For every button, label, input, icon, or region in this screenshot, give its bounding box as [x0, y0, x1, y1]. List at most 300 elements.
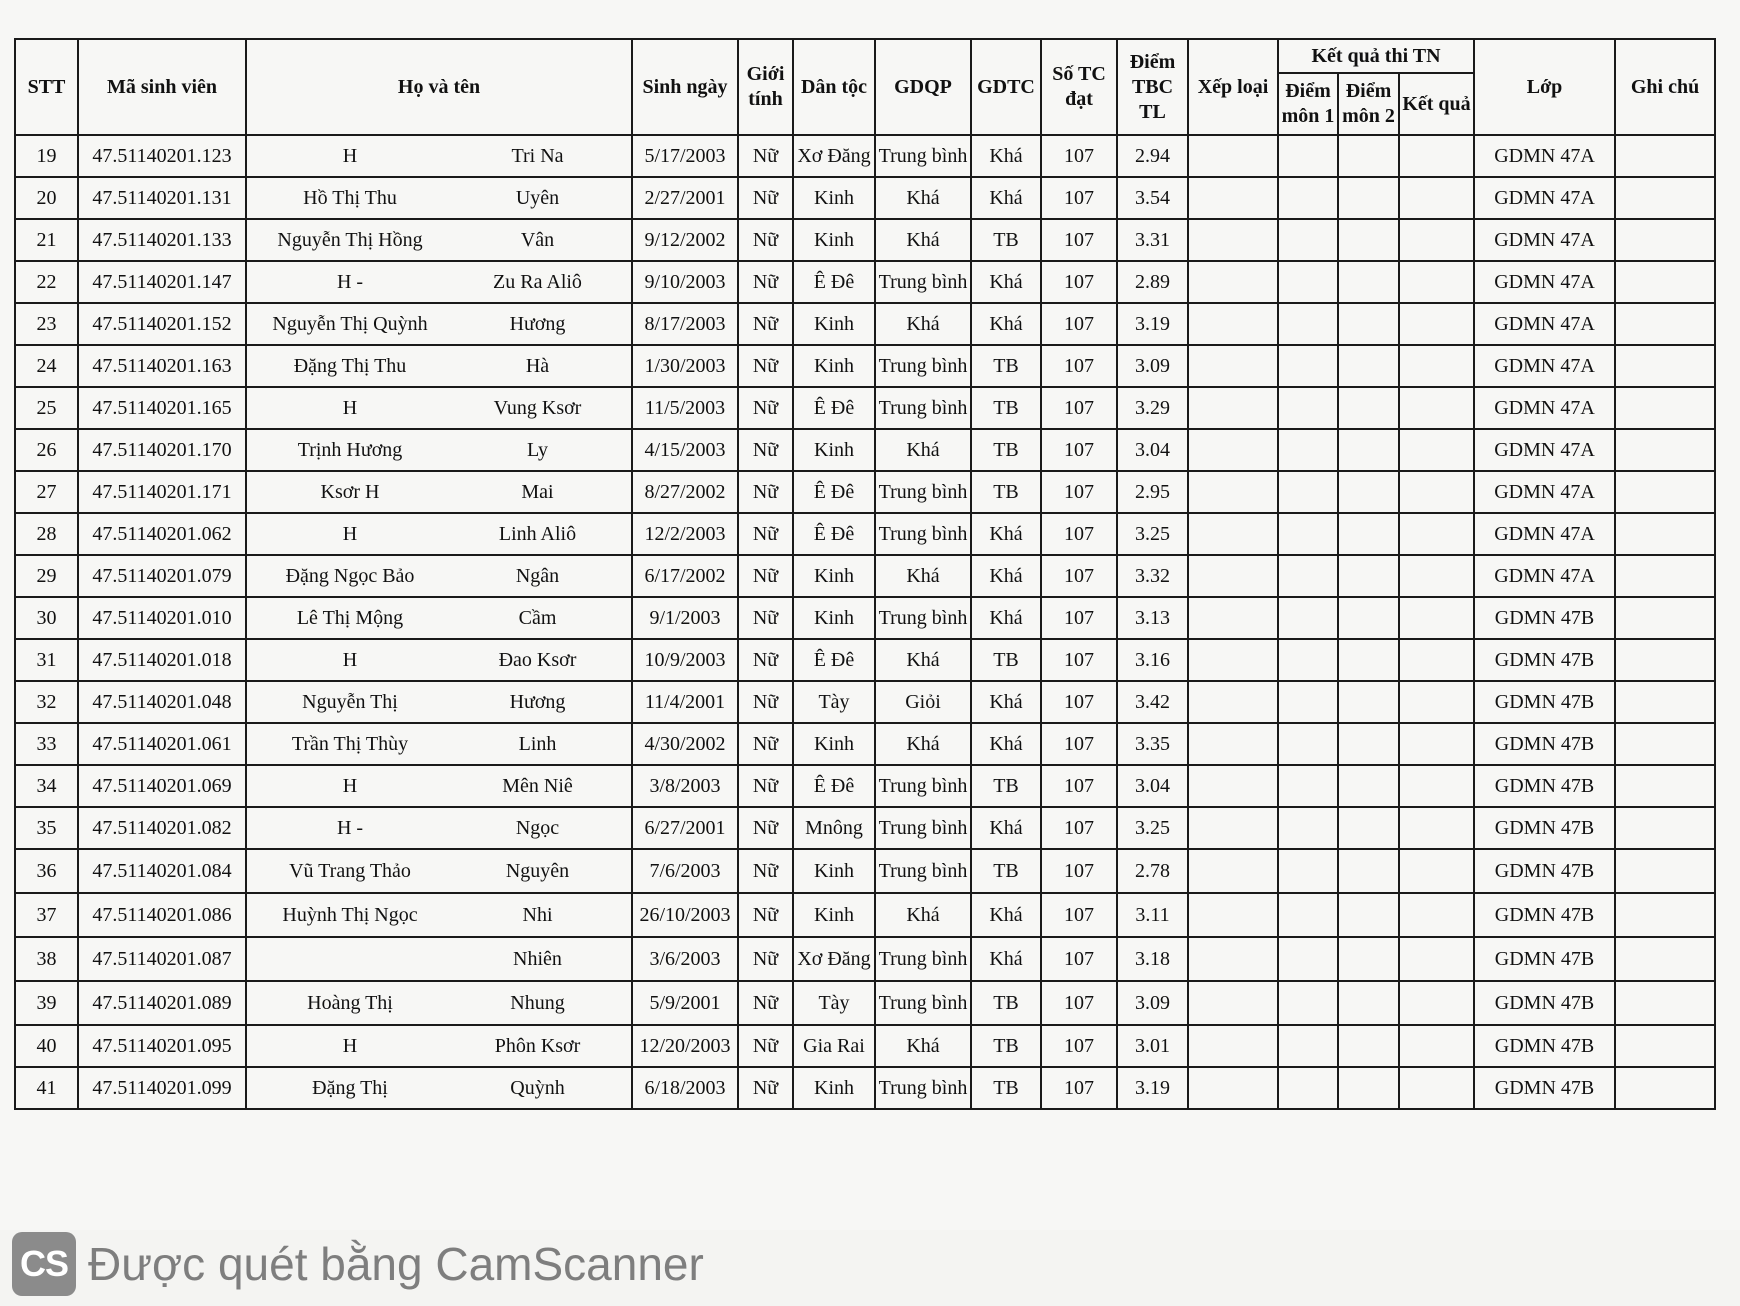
- cell-gdqp: Trung bình: [875, 765, 971, 807]
- table-row: [15, 471, 1715, 513]
- cell-classification: [1188, 429, 1278, 471]
- family-middle-name: H: [342, 396, 358, 419]
- cell-birth-date: 7/6/2003: [632, 849, 738, 893]
- cell-credits: 107: [1041, 937, 1117, 981]
- cell-score-1: [1278, 765, 1338, 807]
- cell-gpa: 3.04: [1117, 429, 1188, 471]
- cell-score-2: [1338, 639, 1399, 681]
- cell-ethnicity: Ê Đê: [793, 471, 875, 513]
- family-middle-name: Ksơr H: [320, 480, 380, 503]
- cell-class: GDMN 47B: [1474, 849, 1615, 893]
- cell-gpa: 3.35: [1117, 723, 1188, 765]
- cell-score-1: [1278, 261, 1338, 303]
- cell-gender: Nữ: [738, 807, 793, 849]
- cell-gdtc: TB: [971, 981, 1041, 1025]
- cell-full-name: [246, 429, 632, 471]
- table-row: [15, 597, 1715, 639]
- cell-gdqp: Trung bình: [875, 387, 971, 429]
- cell-ethnicity: Kinh: [793, 345, 875, 387]
- header-score-1: Điểm môn 1: [1278, 73, 1338, 135]
- cell-student-id: 47.51140201.084: [78, 849, 246, 893]
- header-score-2: Điểm môn 2: [1338, 73, 1399, 135]
- cell-ethnicity: Kinh: [793, 303, 875, 345]
- cell-gpa: 3.11: [1117, 893, 1188, 937]
- cell-student-id: 47.51140201.147: [78, 261, 246, 303]
- cell-full-name: [246, 555, 632, 597]
- cell-classification: [1188, 135, 1278, 177]
- cell-class: GDMN 47B: [1474, 765, 1615, 807]
- cell-ethnicity: Kinh: [793, 555, 875, 597]
- family-middle-name: H: [342, 648, 358, 671]
- cell-birth-date: 8/17/2003: [632, 303, 738, 345]
- cell-stt: 32: [15, 681, 78, 723]
- cell-result: [1399, 261, 1474, 303]
- cell-result: [1399, 555, 1474, 597]
- cell-classification: [1188, 261, 1278, 303]
- cell-result: [1399, 513, 1474, 555]
- cell-notes: [1615, 723, 1715, 765]
- cell-classification: [1188, 807, 1278, 849]
- cell-gdtc: Khá: [971, 177, 1041, 219]
- header-ethnicity: Dân tộc: [793, 39, 875, 135]
- cell-classification: [1188, 471, 1278, 513]
- cell-notes: [1615, 1025, 1715, 1067]
- cell-notes: [1615, 681, 1715, 723]
- cell-ethnicity: Tày: [793, 981, 875, 1025]
- cell-student-id: 47.51140201.062: [78, 513, 246, 555]
- cell-full-name: [246, 219, 632, 261]
- cell-score-1: [1278, 177, 1338, 219]
- cell-score-2: [1338, 1067, 1399, 1109]
- cell-ethnicity: Xơ Đăng: [793, 937, 875, 981]
- cell-full-name: [246, 513, 632, 555]
- cell-score-1: [1278, 429, 1338, 471]
- cell-result: [1399, 387, 1474, 429]
- table-row: [15, 429, 1715, 471]
- cell-class: GDMN 47B: [1474, 1067, 1615, 1109]
- cell-full-name: [246, 937, 632, 981]
- cell-full-name: [246, 639, 632, 681]
- cell-result: [1399, 597, 1474, 639]
- cell-credits: 107: [1041, 135, 1117, 177]
- cell-gdqp: Trung bình: [875, 807, 971, 849]
- cell-ethnicity: Tày: [793, 681, 875, 723]
- cell-notes: [1615, 471, 1715, 513]
- cell-gdtc: Khá: [971, 261, 1041, 303]
- cell-student-id: 47.51140201.069: [78, 765, 246, 807]
- header-gdqp: GDQP: [875, 39, 971, 135]
- cell-full-name: [246, 1025, 632, 1067]
- cell-notes: [1615, 1067, 1715, 1109]
- cell-score-1: [1278, 1067, 1338, 1109]
- cell-gdqp: Khá: [875, 303, 971, 345]
- cell-gpa: 3.13: [1117, 597, 1188, 639]
- cell-score-2: [1338, 555, 1399, 597]
- cell-gdtc: Khá: [971, 807, 1041, 849]
- cell-stt: 28: [15, 513, 78, 555]
- cell-gdqp: Trung bình: [875, 261, 971, 303]
- table-row: [15, 177, 1715, 219]
- cell-class: GDMN 47B: [1474, 937, 1615, 981]
- cell-score-1: [1278, 513, 1338, 555]
- cell-classification: [1188, 513, 1278, 555]
- cell-student-id: 47.51140201.095: [78, 1025, 246, 1067]
- family-middle-name: Lê Thị Mộng: [296, 606, 404, 629]
- cell-score-2: [1338, 135, 1399, 177]
- cell-birth-date: 6/18/2003: [632, 1067, 738, 1109]
- cell-class: GDMN 47B: [1474, 1025, 1615, 1067]
- cell-gender: Nữ: [738, 387, 793, 429]
- cell-gdqp: Khá: [875, 219, 971, 261]
- cell-gender: Nữ: [738, 1067, 793, 1109]
- cell-score-2: [1338, 937, 1399, 981]
- header-credits: Số TC đạt: [1041, 39, 1117, 135]
- cell-gpa: 3.09: [1117, 981, 1188, 1025]
- cell-birth-date: 4/15/2003: [632, 429, 738, 471]
- given-name: Vân: [520, 228, 555, 251]
- camscanner-logo-icon: CS: [12, 1232, 76, 1296]
- cell-gdqp: Khá: [875, 177, 971, 219]
- cell-ethnicity: Kinh: [793, 849, 875, 893]
- cell-credits: 107: [1041, 765, 1117, 807]
- family-middle-name: H: [342, 774, 358, 797]
- cell-gdqp: Trung bình: [875, 849, 971, 893]
- cell-classification: [1188, 681, 1278, 723]
- cell-score-2: [1338, 849, 1399, 893]
- cell-birth-date: 9/1/2003: [632, 597, 738, 639]
- cell-birth-date: 12/2/2003: [632, 513, 738, 555]
- cell-stt: 34: [15, 765, 78, 807]
- cell-ethnicity: Xơ Đăng: [793, 135, 875, 177]
- cell-gdtc: TB: [971, 849, 1041, 893]
- cell-score-2: [1338, 765, 1399, 807]
- family-middle-name: Trịnh Hương: [297, 438, 403, 461]
- cell-score-1: [1278, 893, 1338, 937]
- cell-full-name: [246, 387, 632, 429]
- cell-gpa: 3.04: [1117, 765, 1188, 807]
- cell-gender: Nữ: [738, 849, 793, 893]
- cell-gdqp: Trung bình: [875, 937, 971, 981]
- cell-result: [1399, 471, 1474, 513]
- cell-score-2: [1338, 303, 1399, 345]
- cell-notes: [1615, 937, 1715, 981]
- cell-score-1: [1278, 345, 1338, 387]
- cell-credits: 107: [1041, 639, 1117, 681]
- cell-gpa: 2.95: [1117, 471, 1188, 513]
- cell-student-id: 47.51140201.089: [78, 981, 246, 1025]
- header-gdtc: GDTC: [971, 39, 1041, 135]
- cell-credits: 107: [1041, 387, 1117, 429]
- cell-gdtc: Khá: [971, 555, 1041, 597]
- cell-gdqp: Trung bình: [875, 981, 971, 1025]
- cell-score-1: [1278, 597, 1338, 639]
- cell-classification: [1188, 639, 1278, 681]
- cell-full-name: [246, 981, 632, 1025]
- cell-result: [1399, 177, 1474, 219]
- cell-ethnicity: Kinh: [793, 1067, 875, 1109]
- cell-classification: [1188, 597, 1278, 639]
- table-row: [15, 1067, 1715, 1109]
- cell-gender: Nữ: [738, 303, 793, 345]
- cell-credits: 107: [1041, 681, 1117, 723]
- cell-gender: Nữ: [738, 981, 793, 1025]
- family-middle-name: H: [342, 1034, 358, 1057]
- table-row: [15, 893, 1715, 937]
- cell-class: GDMN 47B: [1474, 723, 1615, 765]
- table-row: [15, 849, 1715, 893]
- given-name: Nhung: [510, 991, 565, 1014]
- cell-classification: [1188, 849, 1278, 893]
- given-name: Mai: [521, 480, 554, 503]
- cell-notes: [1615, 387, 1715, 429]
- cell-classification: [1188, 345, 1278, 387]
- cell-gender: Nữ: [738, 937, 793, 981]
- cell-gender: Nữ: [738, 765, 793, 807]
- cell-stt: 35: [15, 807, 78, 849]
- cell-birth-date: 6/17/2002: [632, 555, 738, 597]
- cell-ethnicity: Ê Đê: [793, 513, 875, 555]
- cell-score-1: [1278, 639, 1338, 681]
- cell-gdqp: Giỏi: [875, 681, 971, 723]
- table-row: [15, 345, 1715, 387]
- cell-gpa: 3.25: [1117, 807, 1188, 849]
- cell-student-id: 47.51140201.079: [78, 555, 246, 597]
- scanner-watermark: [12, 1232, 704, 1296]
- cell-gdtc: TB: [971, 387, 1041, 429]
- cell-credits: 107: [1041, 303, 1117, 345]
- cell-student-id: 47.51140201.082: [78, 807, 246, 849]
- cell-score-1: [1278, 681, 1338, 723]
- cell-score-2: [1338, 429, 1399, 471]
- cell-stt: 24: [15, 345, 78, 387]
- cell-notes: [1615, 303, 1715, 345]
- given-name: Đao Ksơr: [498, 648, 577, 671]
- cell-full-name: [246, 1067, 632, 1109]
- cell-birth-date: 2/27/2001: [632, 177, 738, 219]
- cell-score-2: [1338, 345, 1399, 387]
- cell-class: GDMN 47A: [1474, 429, 1615, 471]
- cell-stt: 37: [15, 893, 78, 937]
- given-name: Uyên: [515, 186, 560, 209]
- cell-classification: [1188, 765, 1278, 807]
- cell-result: [1399, 981, 1474, 1025]
- cell-student-id: 47.51140201.131: [78, 177, 246, 219]
- cell-gdtc: Khá: [971, 303, 1041, 345]
- cell-birth-date: 12/20/2003: [632, 1025, 738, 1067]
- cell-birth-date: 26/10/2003: [632, 893, 738, 937]
- family-middle-name: H -: [336, 270, 364, 293]
- cell-score-2: [1338, 597, 1399, 639]
- cell-result: [1399, 135, 1474, 177]
- given-name: Linh Aliô: [498, 522, 577, 545]
- cell-gpa: 3.54: [1117, 177, 1188, 219]
- table-row: [15, 723, 1715, 765]
- cell-stt: 38: [15, 937, 78, 981]
- cell-ethnicity: Kinh: [793, 219, 875, 261]
- cell-class: GDMN 47A: [1474, 471, 1615, 513]
- cell-credits: 107: [1041, 429, 1117, 471]
- watermark-text: Được quét bằng CamScanner: [88, 1238, 704, 1290]
- header-result: Kết quả: [1399, 73, 1474, 135]
- given-name: Phôn Ksơr: [494, 1034, 581, 1057]
- cell-classification: [1188, 1025, 1278, 1067]
- cell-gdtc: TB: [971, 1025, 1041, 1067]
- given-name: Quỳnh: [510, 1076, 565, 1099]
- cell-gdqp: Trung bình: [875, 345, 971, 387]
- cell-credits: 107: [1041, 345, 1117, 387]
- cell-credits: 107: [1041, 219, 1117, 261]
- cell-full-name: [246, 471, 632, 513]
- cell-result: [1399, 937, 1474, 981]
- cell-gpa: 2.89: [1117, 261, 1188, 303]
- table-row: [15, 387, 1715, 429]
- cell-stt: 23: [15, 303, 78, 345]
- header-classification: Xếp loại: [1188, 39, 1278, 135]
- cell-gpa: 3.31: [1117, 219, 1188, 261]
- cell-birth-date: 10/9/2003: [632, 639, 738, 681]
- cell-student-id: 47.51140201.086: [78, 893, 246, 937]
- table-row: [15, 937, 1715, 981]
- given-name: Hà: [525, 354, 550, 377]
- cell-full-name: [246, 681, 632, 723]
- cell-gdqp: Khá: [875, 723, 971, 765]
- cell-score-2: [1338, 513, 1399, 555]
- student-results-table: [14, 38, 1716, 1110]
- cell-stt: 29: [15, 555, 78, 597]
- header-student-id: Mã sinh viên: [78, 39, 246, 135]
- cell-gender: Nữ: [738, 893, 793, 937]
- cell-gdtc: TB: [971, 219, 1041, 261]
- cell-notes: [1615, 177, 1715, 219]
- cell-student-id: 47.51140201.010: [78, 597, 246, 639]
- given-name: Ly: [526, 438, 549, 461]
- table-row: [15, 135, 1715, 177]
- cell-classification: [1188, 723, 1278, 765]
- cell-gdtc: TB: [971, 1067, 1041, 1109]
- cell-credits: 107: [1041, 555, 1117, 597]
- cell-birth-date: 5/9/2001: [632, 981, 738, 1025]
- cell-classification: [1188, 387, 1278, 429]
- cell-score-1: [1278, 937, 1338, 981]
- cell-student-id: 47.51140201.048: [78, 681, 246, 723]
- cell-gpa: 3.19: [1117, 303, 1188, 345]
- cell-class: GDMN 47A: [1474, 135, 1615, 177]
- cell-birth-date: 9/10/2003: [632, 261, 738, 303]
- cell-gender: Nữ: [738, 345, 793, 387]
- family-middle-name: H: [342, 522, 358, 545]
- cell-notes: [1615, 219, 1715, 261]
- cell-class: GDMN 47B: [1474, 893, 1615, 937]
- cell-gender: Nữ: [738, 555, 793, 597]
- cell-class: GDMN 47B: [1474, 639, 1615, 681]
- cell-credits: 107: [1041, 893, 1117, 937]
- cell-result: [1399, 1067, 1474, 1109]
- cell-ethnicity: Kinh: [793, 893, 875, 937]
- cell-stt: 33: [15, 723, 78, 765]
- cell-gender: Nữ: [738, 219, 793, 261]
- cell-classification: [1188, 555, 1278, 597]
- cell-notes: [1615, 513, 1715, 555]
- given-name: Nguyên: [505, 859, 570, 882]
- table-row: [15, 303, 1715, 345]
- cell-gender: Nữ: [738, 471, 793, 513]
- cell-class: GDMN 47A: [1474, 513, 1615, 555]
- cell-credits: 107: [1041, 849, 1117, 893]
- cell-full-name: [246, 597, 632, 639]
- cell-score-1: [1278, 387, 1338, 429]
- cell-student-id: 47.51140201.152: [78, 303, 246, 345]
- cell-birth-date: 11/4/2001: [632, 681, 738, 723]
- given-name: Hương: [509, 312, 566, 335]
- cell-gpa: 3.25: [1117, 513, 1188, 555]
- cell-score-2: [1338, 1025, 1399, 1067]
- cell-score-1: [1278, 219, 1338, 261]
- table-row: [15, 765, 1715, 807]
- header-birth-date: Sinh ngày: [632, 39, 738, 135]
- table-row: [15, 555, 1715, 597]
- cell-gdtc: Khá: [971, 681, 1041, 723]
- table-body: [15, 135, 1715, 1109]
- cell-gpa: 3.18: [1117, 937, 1188, 981]
- cell-student-id: 47.51140201.133: [78, 219, 246, 261]
- cell-credits: 107: [1041, 1025, 1117, 1067]
- cell-gdtc: TB: [971, 471, 1041, 513]
- table-row: [15, 219, 1715, 261]
- cell-gdtc: Khá: [971, 513, 1041, 555]
- family-middle-name: Hoàng Thị: [307, 991, 393, 1014]
- cell-credits: 107: [1041, 177, 1117, 219]
- cell-full-name: [246, 261, 632, 303]
- header-class: Lớp: [1474, 39, 1615, 135]
- cell-gender: Nữ: [738, 135, 793, 177]
- cell-stt: 26: [15, 429, 78, 471]
- cell-gender: Nữ: [738, 681, 793, 723]
- cell-student-id: 47.51140201.123: [78, 135, 246, 177]
- cell-class: GDMN 47A: [1474, 555, 1615, 597]
- header-exam-results: Kết quả thi TN: [1278, 39, 1474, 73]
- family-middle-name: Đặng Thị Thu: [293, 354, 407, 377]
- cell-score-1: [1278, 303, 1338, 345]
- cell-ethnicity: Kinh: [793, 177, 875, 219]
- cell-result: [1399, 345, 1474, 387]
- given-name: Zu Ra Aliô: [493, 270, 582, 293]
- given-name: Hương: [509, 690, 566, 713]
- header-gpa: Điểm TBC TL: [1117, 39, 1188, 135]
- cell-gender: Nữ: [738, 177, 793, 219]
- cell-stt: 20: [15, 177, 78, 219]
- cell-gdqp: Trung bình: [875, 1067, 971, 1109]
- given-name: Ngọc: [515, 816, 560, 839]
- cell-score-2: [1338, 219, 1399, 261]
- cell-credits: 107: [1041, 1067, 1117, 1109]
- cell-notes: [1615, 135, 1715, 177]
- cell-birth-date: 8/27/2002: [632, 471, 738, 513]
- cell-birth-date: 3/6/2003: [632, 937, 738, 981]
- table-row: [15, 807, 1715, 849]
- cell-stt: 22: [15, 261, 78, 303]
- cell-score-1: [1278, 849, 1338, 893]
- cell-gdtc: Khá: [971, 135, 1041, 177]
- cell-birth-date: 5/17/2003: [632, 135, 738, 177]
- cell-gdqp: Khá: [875, 893, 971, 937]
- table-row: [15, 513, 1715, 555]
- cell-full-name: [246, 177, 632, 219]
- cell-gpa: 3.19: [1117, 1067, 1188, 1109]
- cell-classification: [1188, 937, 1278, 981]
- cell-gdqp: Trung bình: [875, 597, 971, 639]
- cell-gpa: 3.32: [1117, 555, 1188, 597]
- cell-ethnicity: Ê Đê: [793, 387, 875, 429]
